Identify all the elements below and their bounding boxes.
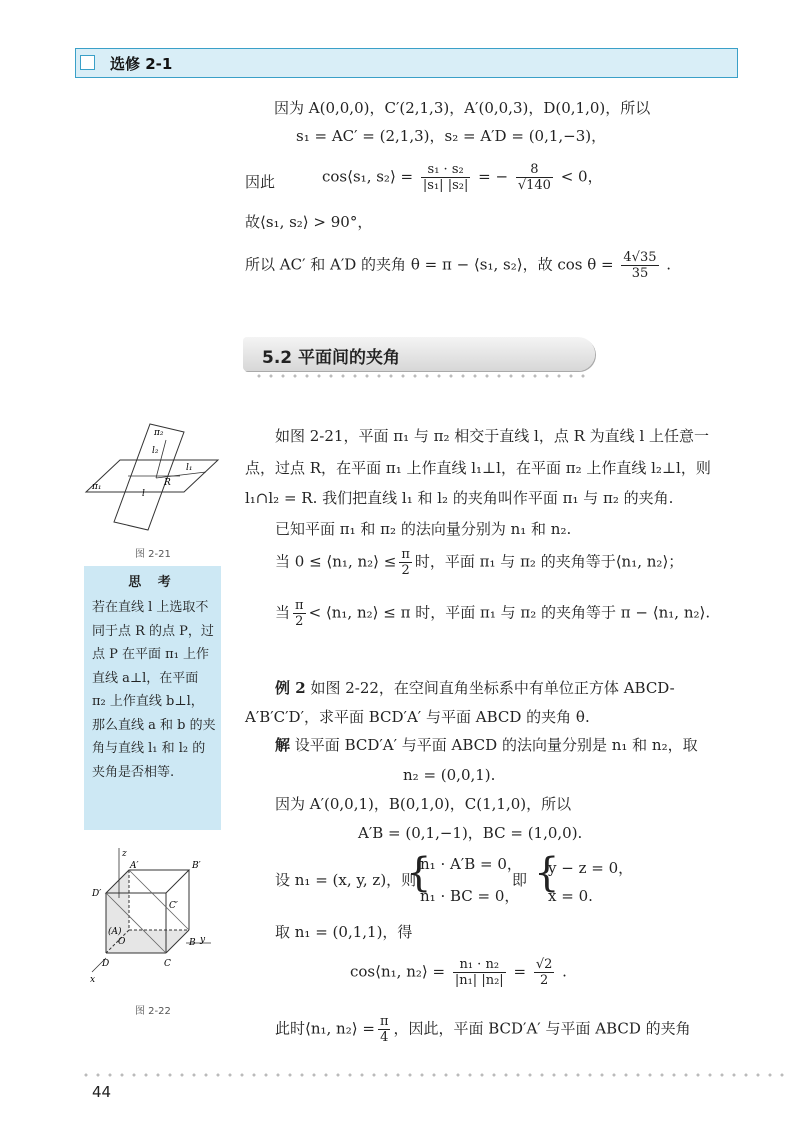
solution-system-lead: 设 n₁ = (x, y, z)，则 — [275, 871, 417, 889]
fraction-n — [453, 957, 506, 988]
example-line2: A′B′C′D′，求平面 BCD′A′ 与平面 ABCD 的夹角 θ. — [245, 708, 590, 726]
equals-minus: = − — [478, 167, 509, 186]
figure-2-21-caption: 图 2-21 — [135, 549, 171, 560]
fraction-denominator: √140 — [517, 178, 551, 193]
solution-line4: A′B = (0,1,−1)，BC = (1,0,0). — [358, 824, 583, 842]
label-pi2: π₂ — [154, 428, 164, 438]
label-y: y — [200, 935, 206, 945]
label-l: l — [142, 489, 145, 499]
example-label: 例 2 — [275, 679, 306, 697]
solution-label: 解 — [275, 736, 291, 754]
left-brace-1: { — [406, 850, 432, 896]
top-line-4: 故⟨s₁, s₂⟩ > 90°， — [245, 213, 373, 231]
fraction-numerator: √2 — [535, 957, 553, 972]
think-text: 若在直线 l 上选取不同于点 R 的点 P，过点 P 在平面 π₁ 上作直线 a⊥l，在平面 π₂ 上作直线 b⊥l，那么直线 a 和 b 的夹角与直线 l₁ 和 l₂ 的夹角是否相等. — [92, 600, 216, 780]
label-l2: l₂ — [152, 446, 159, 456]
fraction-denominator: 35 — [631, 266, 649, 281]
fraction-denominator: 4 — [380, 1030, 389, 1045]
angle-statement: 所以 AC′ 和 A′D 的夹角 θ = π − ⟨s₁, s₂⟩，故 cos θ = — [245, 255, 614, 274]
fraction-denominator: |n₁| |n₂| — [454, 973, 504, 988]
label-x: x — [90, 975, 96, 985]
label-C: C — [164, 959, 171, 969]
left-brace-2: { — [534, 850, 560, 896]
body-p1-line1: 如图 2-21，平面 π₁ 与 π₂ 相交于直线 l，点 R 为直线 l 上任意一 — [275, 427, 710, 445]
period: . — [562, 962, 567, 981]
label-A1: A′ — [130, 861, 139, 871]
top-line-5 — [245, 250, 671, 281]
body-p1-line3: l₁∩l₂ = R. 我们把直线 l₁ 和 l₂ 的夹角叫作平面 π₁ 与 π₂ 的夹角. — [245, 489, 674, 507]
system-connector: 即 — [512, 871, 528, 889]
fraction-pi-over-2 — [399, 547, 412, 578]
label-D: D — [102, 959, 110, 969]
body-p1-line2: 点，过点 R，在平面 π₁ 上作直线 l₁⊥l，在平面 π₂ 上作直线 l₂⊥l，则 — [245, 459, 711, 477]
think-title: 思 考 — [128, 575, 177, 590]
header-square-icon — [80, 55, 95, 70]
body-p3 — [275, 547, 683, 578]
solution-line2: n₂ = (0,0,1). — [403, 766, 496, 784]
header-banner — [75, 48, 738, 78]
case1-result: 时，平面 π₁ 与 π₂ 的夹角等于⟨n₁, n₂⟩； — [414, 552, 684, 571]
label-A: (A) — [108, 927, 122, 937]
fraction-numerator: 8 — [516, 162, 553, 178]
fraction-s — [421, 162, 470, 193]
header-title: 选修 2-1 — [110, 55, 173, 73]
system-eq-1: n₁ · A′B = 0， — [420, 855, 522, 873]
fraction-denominator: 2 — [401, 563, 410, 578]
system-eq-2: n₁ · BC = 0， — [420, 887, 520, 905]
angle-value-prefix: 此时⟨n₁, n₂⟩ = — [275, 1019, 375, 1038]
example-line1 — [275, 678, 675, 698]
solution-line1 — [275, 735, 698, 755]
fraction-numerator: 4√35 — [623, 250, 657, 265]
section-title: 5.2 平面间的夹角 — [262, 348, 401, 368]
cos-n-lhs: cos⟨n₁, n₂⟩ = — [350, 962, 446, 981]
example-text-1: 如图 2-22，在空间直角坐标系中有单位正方体 ABCD- — [310, 679, 675, 697]
top-line-1: 因为 A(0,0,0)，C′(2,1,3)，A′(0,0,3)，D(0,1,0)，所以 — [274, 99, 651, 117]
section-dotted-divider — [253, 374, 593, 378]
fraction-pi-over-2 — [293, 598, 306, 629]
label-z: z — [122, 849, 127, 859]
label-O: O — [118, 937, 126, 947]
solution-line6: 取 n₁ = (0,1,1)，得 — [275, 923, 413, 941]
top-line-3-label: 因此 — [245, 173, 276, 191]
fraction-denominator: |s₁| |s₂| — [422, 178, 469, 193]
top-line-2: s₁ = AC′ = (2,1,3)，s₂ = A′D = (0,1,−3)， — [296, 127, 607, 145]
system-eq-3: y − z = 0， — [548, 859, 634, 877]
figure-2-22 — [86, 848, 216, 988]
case2-prefix: 当 — [275, 603, 291, 622]
plane-pi2-shape — [114, 424, 184, 530]
body-p2: 已知平面 π₁ 和 π₂ 的法向量分别为 n₁ 和 n₂. — [275, 520, 572, 538]
footer-dotted-divider — [80, 1073, 790, 1077]
figure-2-21 — [82, 418, 222, 536]
cos-s-lhs: cos⟨s₁, s₂⟩ = — [322, 167, 414, 186]
fraction-numerator: s₁ · s₂ — [421, 162, 470, 178]
fraction-denominator: 2 — [539, 973, 549, 988]
case2-result: < ⟨n₁, n₂⟩ ≤ π 时，平面 π₁ 与 π₂ 的夹角等于 π − ⟨n₁, n₂⟩. — [308, 603, 711, 622]
fraction-cos-theta — [621, 250, 658, 281]
angle-conclusion: ，因此，平面 BCD′A′ 与平面 ABCD 的夹角 — [393, 1019, 691, 1038]
label-B1: B′ — [192, 861, 201, 871]
figure-2-22-caption: 图 2-22 — [135, 1006, 171, 1017]
fraction-pi-over-4 — [378, 1014, 391, 1045]
less-than-zero: < 0， — [560, 167, 603, 186]
label-D1: D′ — [92, 889, 102, 899]
case1-condition: 当 0 ≤ ⟨n₁, n₂⟩ ≤ — [275, 552, 397, 571]
label-B: B — [189, 938, 196, 948]
fraction-8 — [516, 162, 553, 193]
equals: = — [513, 962, 527, 981]
fraction-root2-over-2 — [534, 957, 555, 988]
body-p4 — [275, 598, 710, 629]
top-line-3-formula — [322, 162, 603, 193]
solution-text-1: 设平面 BCD′A′ 与平面 ABCD 的法向量分别是 n₁ 和 n₂，取 — [294, 736, 698, 754]
solution-line8 — [275, 1014, 691, 1045]
label-pi1: π₁ — [92, 482, 102, 492]
period: . — [666, 255, 672, 274]
fraction-numerator: n₁ · n₂ — [453, 957, 506, 973]
label-C1: C′ — [169, 901, 178, 911]
fraction-numerator: π — [379, 1014, 389, 1029]
solution-line7 — [350, 957, 567, 988]
fraction-denominator: 2 — [295, 614, 304, 629]
label-R: R — [164, 478, 171, 488]
fraction-numerator: π — [295, 598, 304, 613]
page-number: 44 — [92, 1083, 112, 1101]
label-l1: l₁ — [186, 463, 193, 473]
solution-line3: 因为 A′(0,0,1)，B(0,1,0)，C(1,1,0)，所以 — [275, 795, 572, 813]
system-eq-4: x = 0. — [548, 887, 593, 905]
fraction-numerator: π — [401, 547, 410, 562]
